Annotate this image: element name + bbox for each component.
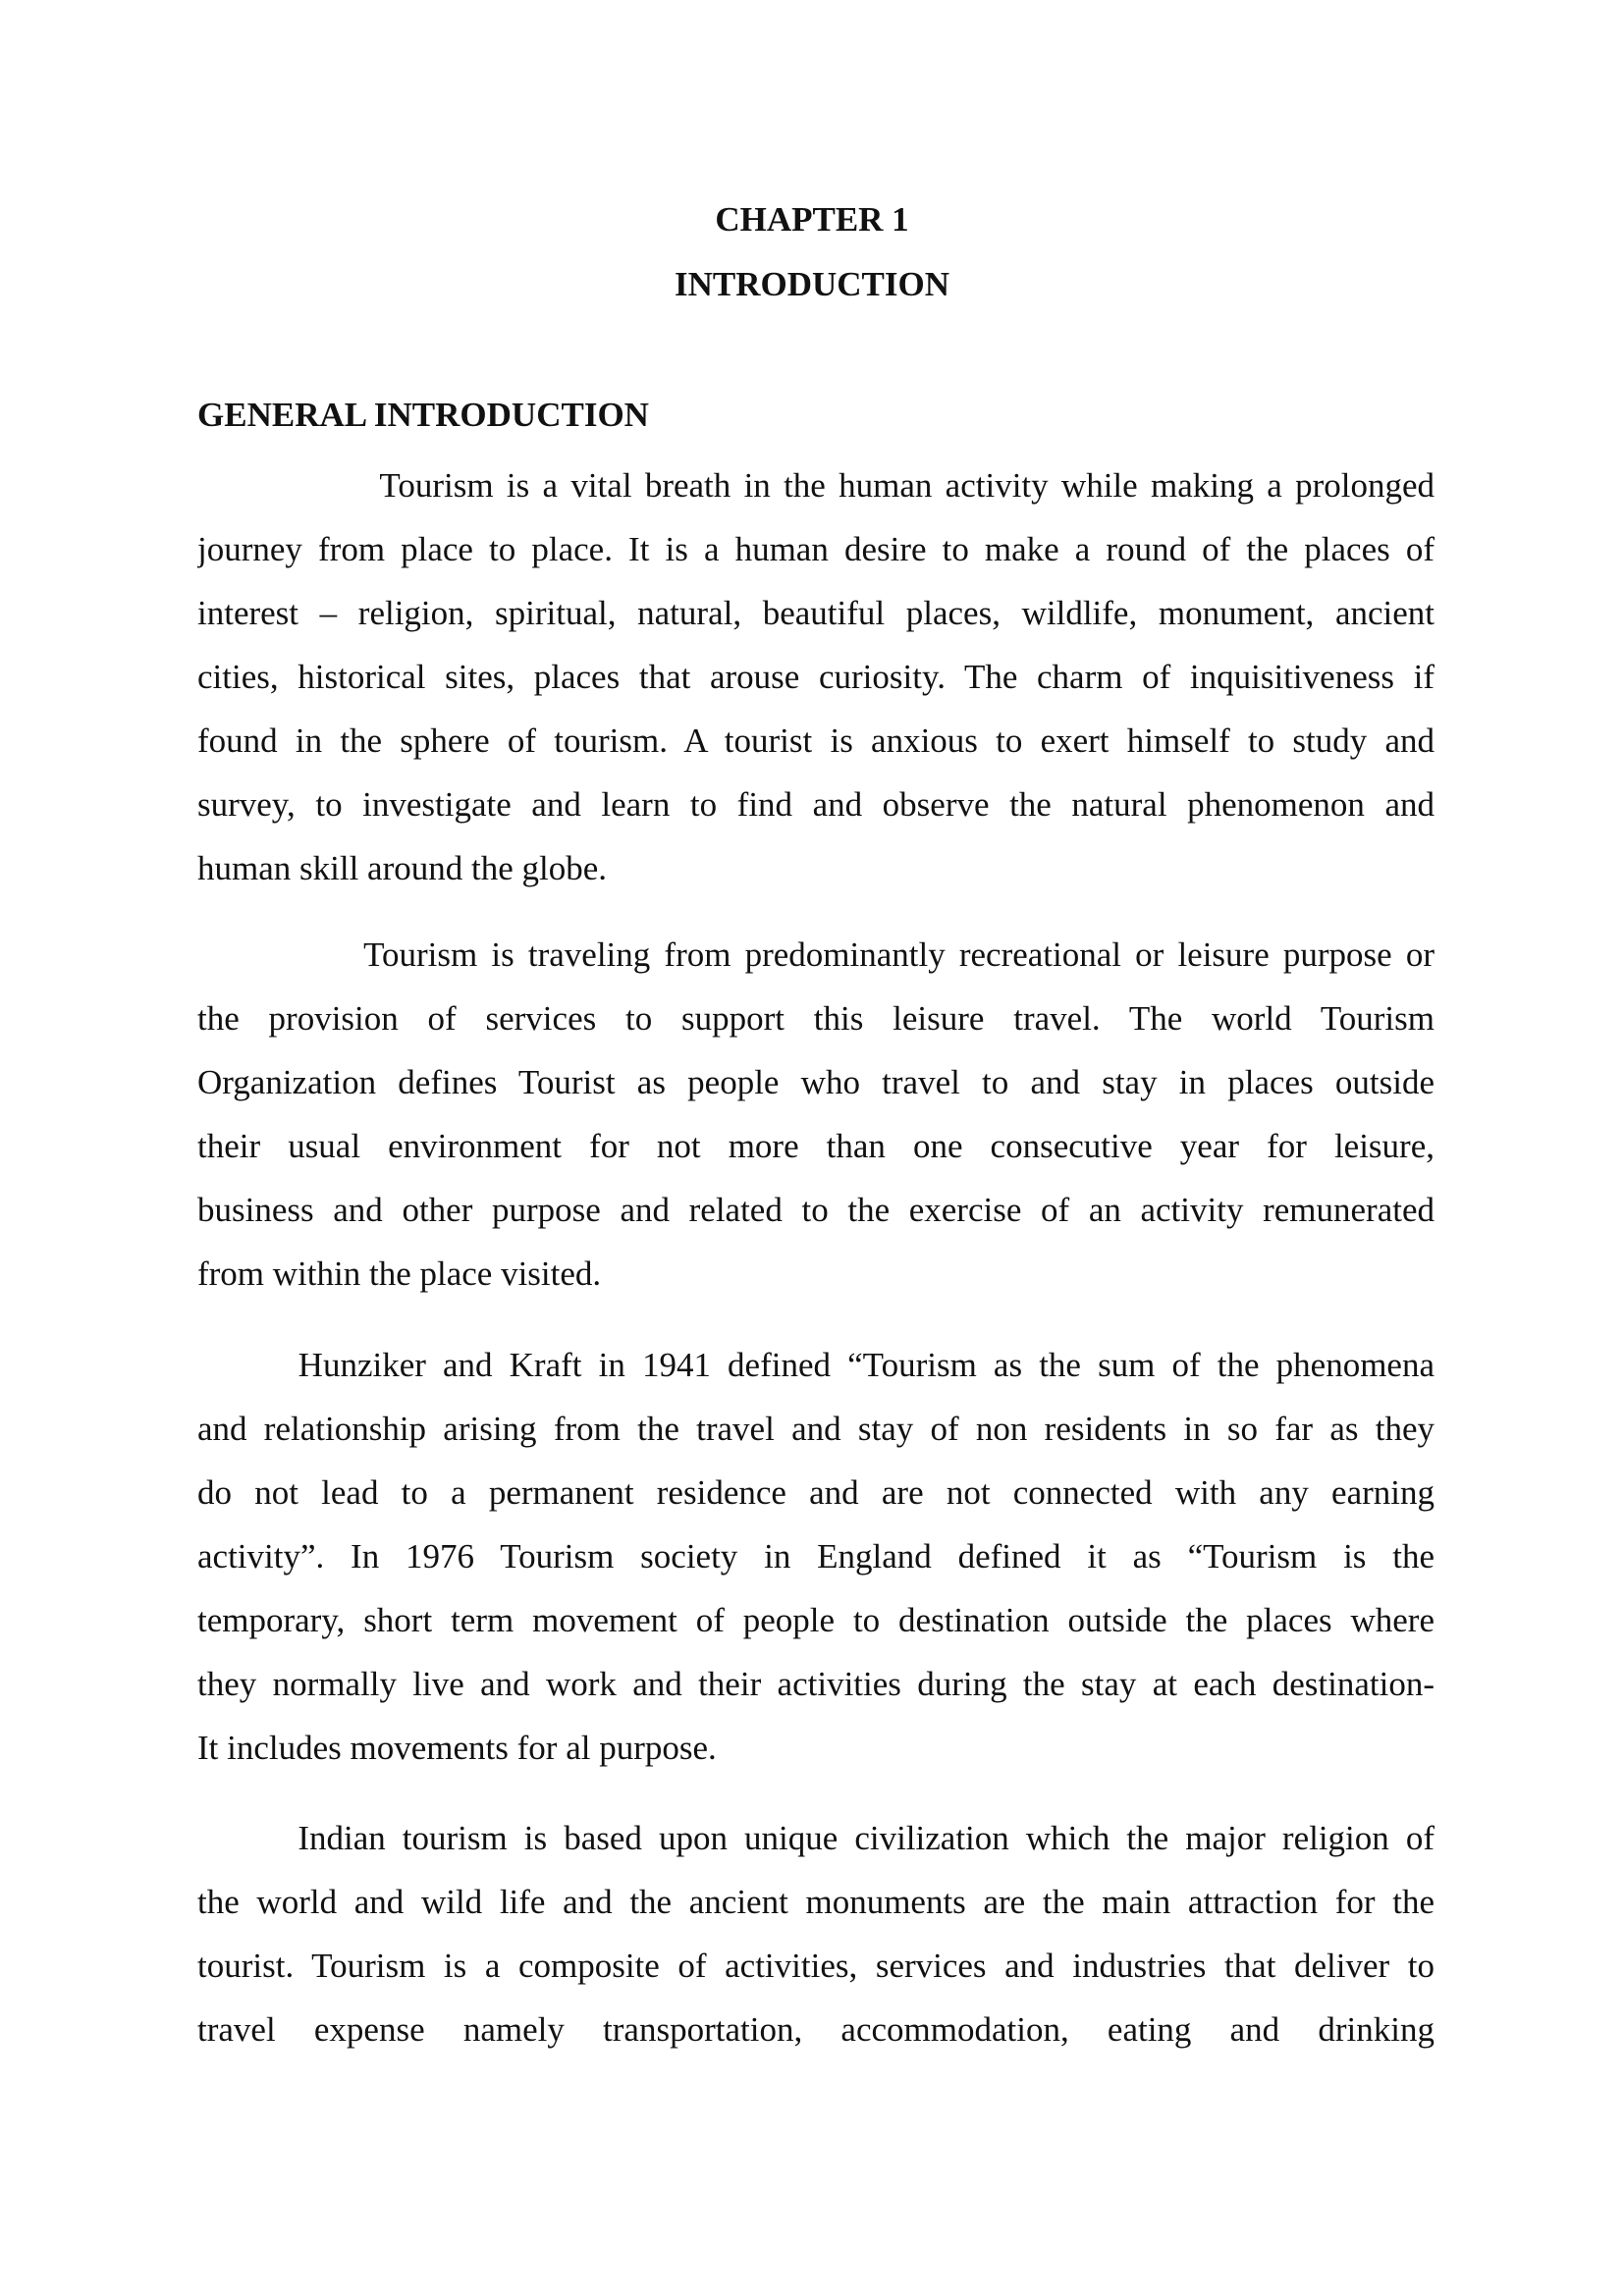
paragraph-2	[197, 923, 1435, 1306]
chapter-number: CHAPTER 1	[715, 200, 909, 239]
chapter-title: INTRODUCTION	[674, 265, 950, 303]
paragraph-line: journey from place to place. It is a human desire to make a round of the places of	[197, 530, 1435, 568]
paragraph-line: survey, to investigate and learn to find and observe the natural phenomenon and	[197, 785, 1435, 824]
paragraph-line: business and other purpose and related to the exercise of an activity remunerated	[197, 1191, 1435, 1229]
section-heading: GENERAL INTRODUCTION	[197, 396, 649, 434]
paragraph-line: and relationship arising from the travel and stay of non residents in so far as they	[197, 1410, 1435, 1448]
paragraph-line: the world and wild life and the ancient monuments are the main attraction for the	[197, 1883, 1435, 1921]
paragraph-line: their usual environment for not more than one consecutive year for leisure,	[197, 1127, 1435, 1165]
paragraph-line: Organization defines Tourist as people who travel to and stay in places outside	[197, 1063, 1435, 1101]
paragraph-line: It includes movements for al purpose.	[197, 1729, 717, 1767]
paragraph-3	[197, 1333, 1435, 1780]
paragraph-line: human skill around the globe.	[197, 849, 608, 887]
paragraph-4	[197, 1806, 1435, 2061]
paragraph-line: cities, historical sites, places that arouse curiosity. The charm of inquisitiveness if	[197, 658, 1435, 696]
paragraph-line: the provision of services to support this leisure travel. The world Tourism	[197, 999, 1435, 1038]
paragraph-line: do not lead to a permanent residence and are not connected with any earning	[197, 1473, 1435, 1512]
paragraph-line: interest – religion, spiritual, natural, beautiful places, wildlife, monument, ancient	[197, 594, 1435, 632]
paragraph-line: tourist. Tourism is a composite of activities, services and industries that deliver to	[197, 1947, 1435, 1985]
paragraph-line: Tourism is a vital breath in the human activity while making a prolonged	[197, 466, 1435, 505]
paragraph-line: temporary, short term movement of people to destination outside the places where	[197, 1601, 1435, 1639]
paragraph-line: Hunziker and Kraft in 1941 defined “Tourism as the sum of the phenomena	[197, 1346, 1435, 1384]
paragraph-line: Tourism is traveling from predominantly recreational or leisure purpose or	[197, 935, 1435, 974]
paragraph-line: found in the sphere of tourism. A tourist is anxious to exert himself to study and	[197, 721, 1435, 760]
paragraph-line: Indian tourism is based upon unique civilization which the major religion of	[197, 1819, 1435, 1857]
paragraph-1	[197, 454, 1435, 900]
paragraph-line: activity”. In 1976 Tourism society in England defined it as “Tourism is the	[197, 1537, 1435, 1575]
paragraph-line: they normally live and work and their activities during the stay at each destination-	[197, 1665, 1435, 1703]
paragraph-line: travel expense namely transportation, accommodation, eating and drinking	[197, 2010, 1435, 2049]
paragraph-line: from within the place visited.	[197, 1255, 602, 1293]
